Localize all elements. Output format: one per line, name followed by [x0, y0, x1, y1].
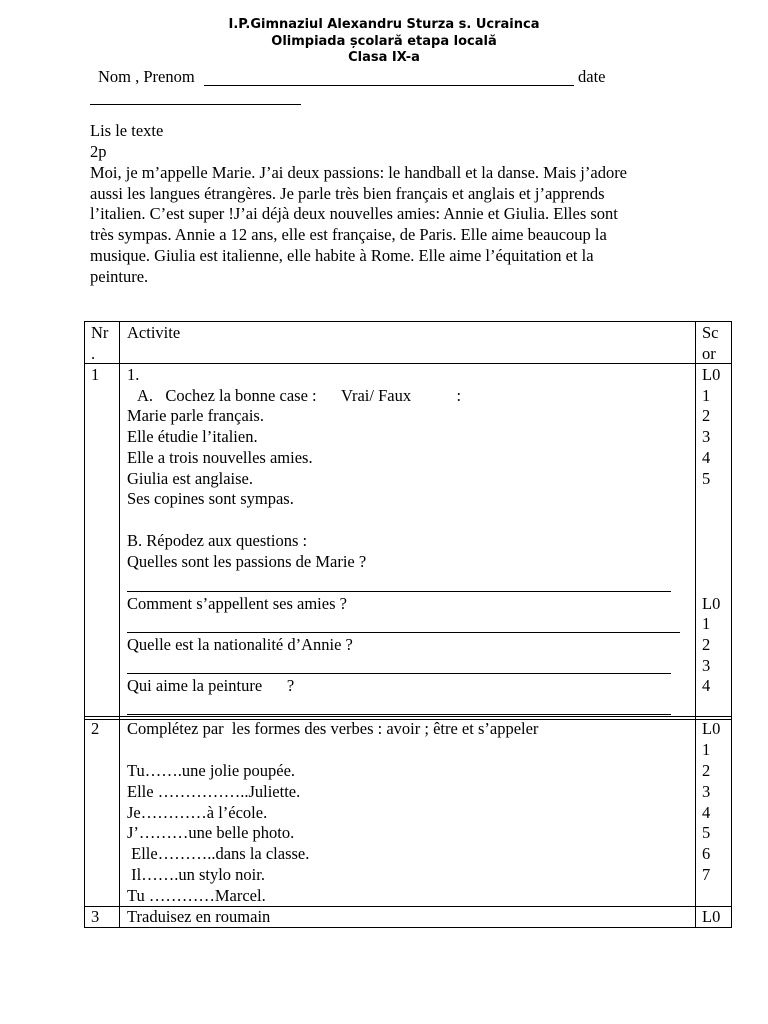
score-label: 1 — [702, 740, 711, 759]
row-number: 1 — [91, 365, 100, 384]
exercise-title: Traduisez en roumain — [127, 907, 271, 926]
header-nr-dot: . — [91, 344, 96, 363]
exercise-title: Complétez par les formes des verbes : avoir ; être et s’appeler — [127, 719, 539, 738]
fill-in-item: Elle………..dans la classe. — [127, 844, 310, 863]
part-a-instruction: A. Cochez la bonne case : Vrai/ Faux : — [137, 386, 462, 405]
score-label: 2 — [702, 406, 711, 425]
score-label: 4 — [702, 803, 711, 822]
school-name: I.P.Gimnaziul Alexandru Sturza s. Ucrainca — [228, 17, 540, 32]
header-score: Sc — [702, 323, 719, 342]
score-label: 4 — [702, 676, 711, 695]
part-b-instruction: B. Répodez aux questions : — [127, 531, 308, 550]
score-label: L0 — [702, 719, 721, 738]
score-label: 3 — [702, 656, 711, 675]
score-label: 5 — [702, 469, 711, 488]
passage-line: aussi les langues étrangères. Je parle très bien français et anglais et j’apprends — [90, 184, 605, 203]
olympiad-title: Olimpiada școlară etapa locală — [271, 34, 497, 49]
passage-line: très sympas. Annie a 12 ans, elle est française, de Paris. Elle aime beaucoup la — [90, 225, 607, 244]
score-label: L0 — [702, 365, 721, 384]
score-label: 7 — [702, 865, 711, 884]
score-label: 1 — [702, 614, 711, 633]
grade-label: Clasa IX-a — [348, 50, 420, 65]
score-label: 6 — [702, 844, 711, 863]
fill-in-item: Je…………à l’école. — [127, 803, 268, 822]
question: Comment s’appellent ses amies ? — [127, 594, 347, 613]
score-label: L0 — [702, 594, 721, 613]
answer-line[interactable] — [127, 673, 671, 674]
score-label: 2 — [702, 761, 711, 780]
score-label: 2 — [702, 635, 711, 654]
header-nr: Nr — [91, 323, 109, 342]
row-number: 3 — [91, 907, 100, 926]
fill-in-item: Il…….un stylo noir. — [127, 865, 265, 884]
question: Quelle est la nationalité d’Annie ? — [127, 635, 353, 654]
fill-in-item: Tu…….une jolie poupée. — [127, 761, 296, 780]
statement: Elle a trois nouvelles amies. — [127, 448, 313, 467]
question: Qui aime la peinture ? — [127, 676, 295, 695]
statement: Elle étudie l’italien. — [127, 427, 258, 446]
score-label: 3 — [702, 782, 711, 801]
name-underline[interactable] — [204, 85, 574, 86]
passage-line: peinture. — [90, 267, 149, 286]
passage-line: Moi, je m’appelle Marie. J’ai deux passions: le handball et la danse. Mais j’adore — [90, 163, 628, 182]
score-label: 3 — [702, 427, 711, 446]
statement: Giulia est anglaise. — [127, 469, 254, 488]
row-number: 2 — [91, 719, 100, 738]
score-label: 4 — [702, 448, 711, 467]
statement: Ses copines sont sympas. — [127, 489, 294, 508]
score-label: L0 — [702, 907, 721, 926]
passage-line: l’italien. C’est super !J’ai déjà deux nouvelles amies: Annie et Giulia. Elles sont — [90, 204, 618, 223]
header-activity: Activite — [127, 323, 181, 342]
instruction: Lis le texte — [90, 121, 164, 140]
score-label: 5 — [702, 823, 711, 842]
date-underline[interactable] — [90, 104, 301, 105]
fill-in-item: Tu …………Marcel. — [127, 886, 266, 905]
passage-line: musique. Giulia est italienne, elle habite à Rome. Elle aime l’équitation et la — [90, 246, 594, 265]
answer-line[interactable] — [127, 714, 671, 715]
answer-line[interactable] — [127, 591, 671, 592]
name-label: Nom , Prenom — [98, 67, 195, 86]
fill-in-item: J’………une belle photo. — [127, 823, 295, 842]
header-score: or — [702, 344, 716, 363]
date-label: date — [578, 67, 606, 86]
answer-line[interactable] — [127, 632, 680, 633]
fill-in-item: Elle ……………..Juliette. — [127, 782, 301, 801]
score-label: 1 — [702, 386, 711, 405]
exercise-number: 1. — [127, 365, 140, 384]
question: Quelles sont les passions de Marie ? — [127, 552, 367, 571]
statement: Marie parle français. — [127, 406, 264, 425]
points-label: 2p — [90, 142, 107, 161]
